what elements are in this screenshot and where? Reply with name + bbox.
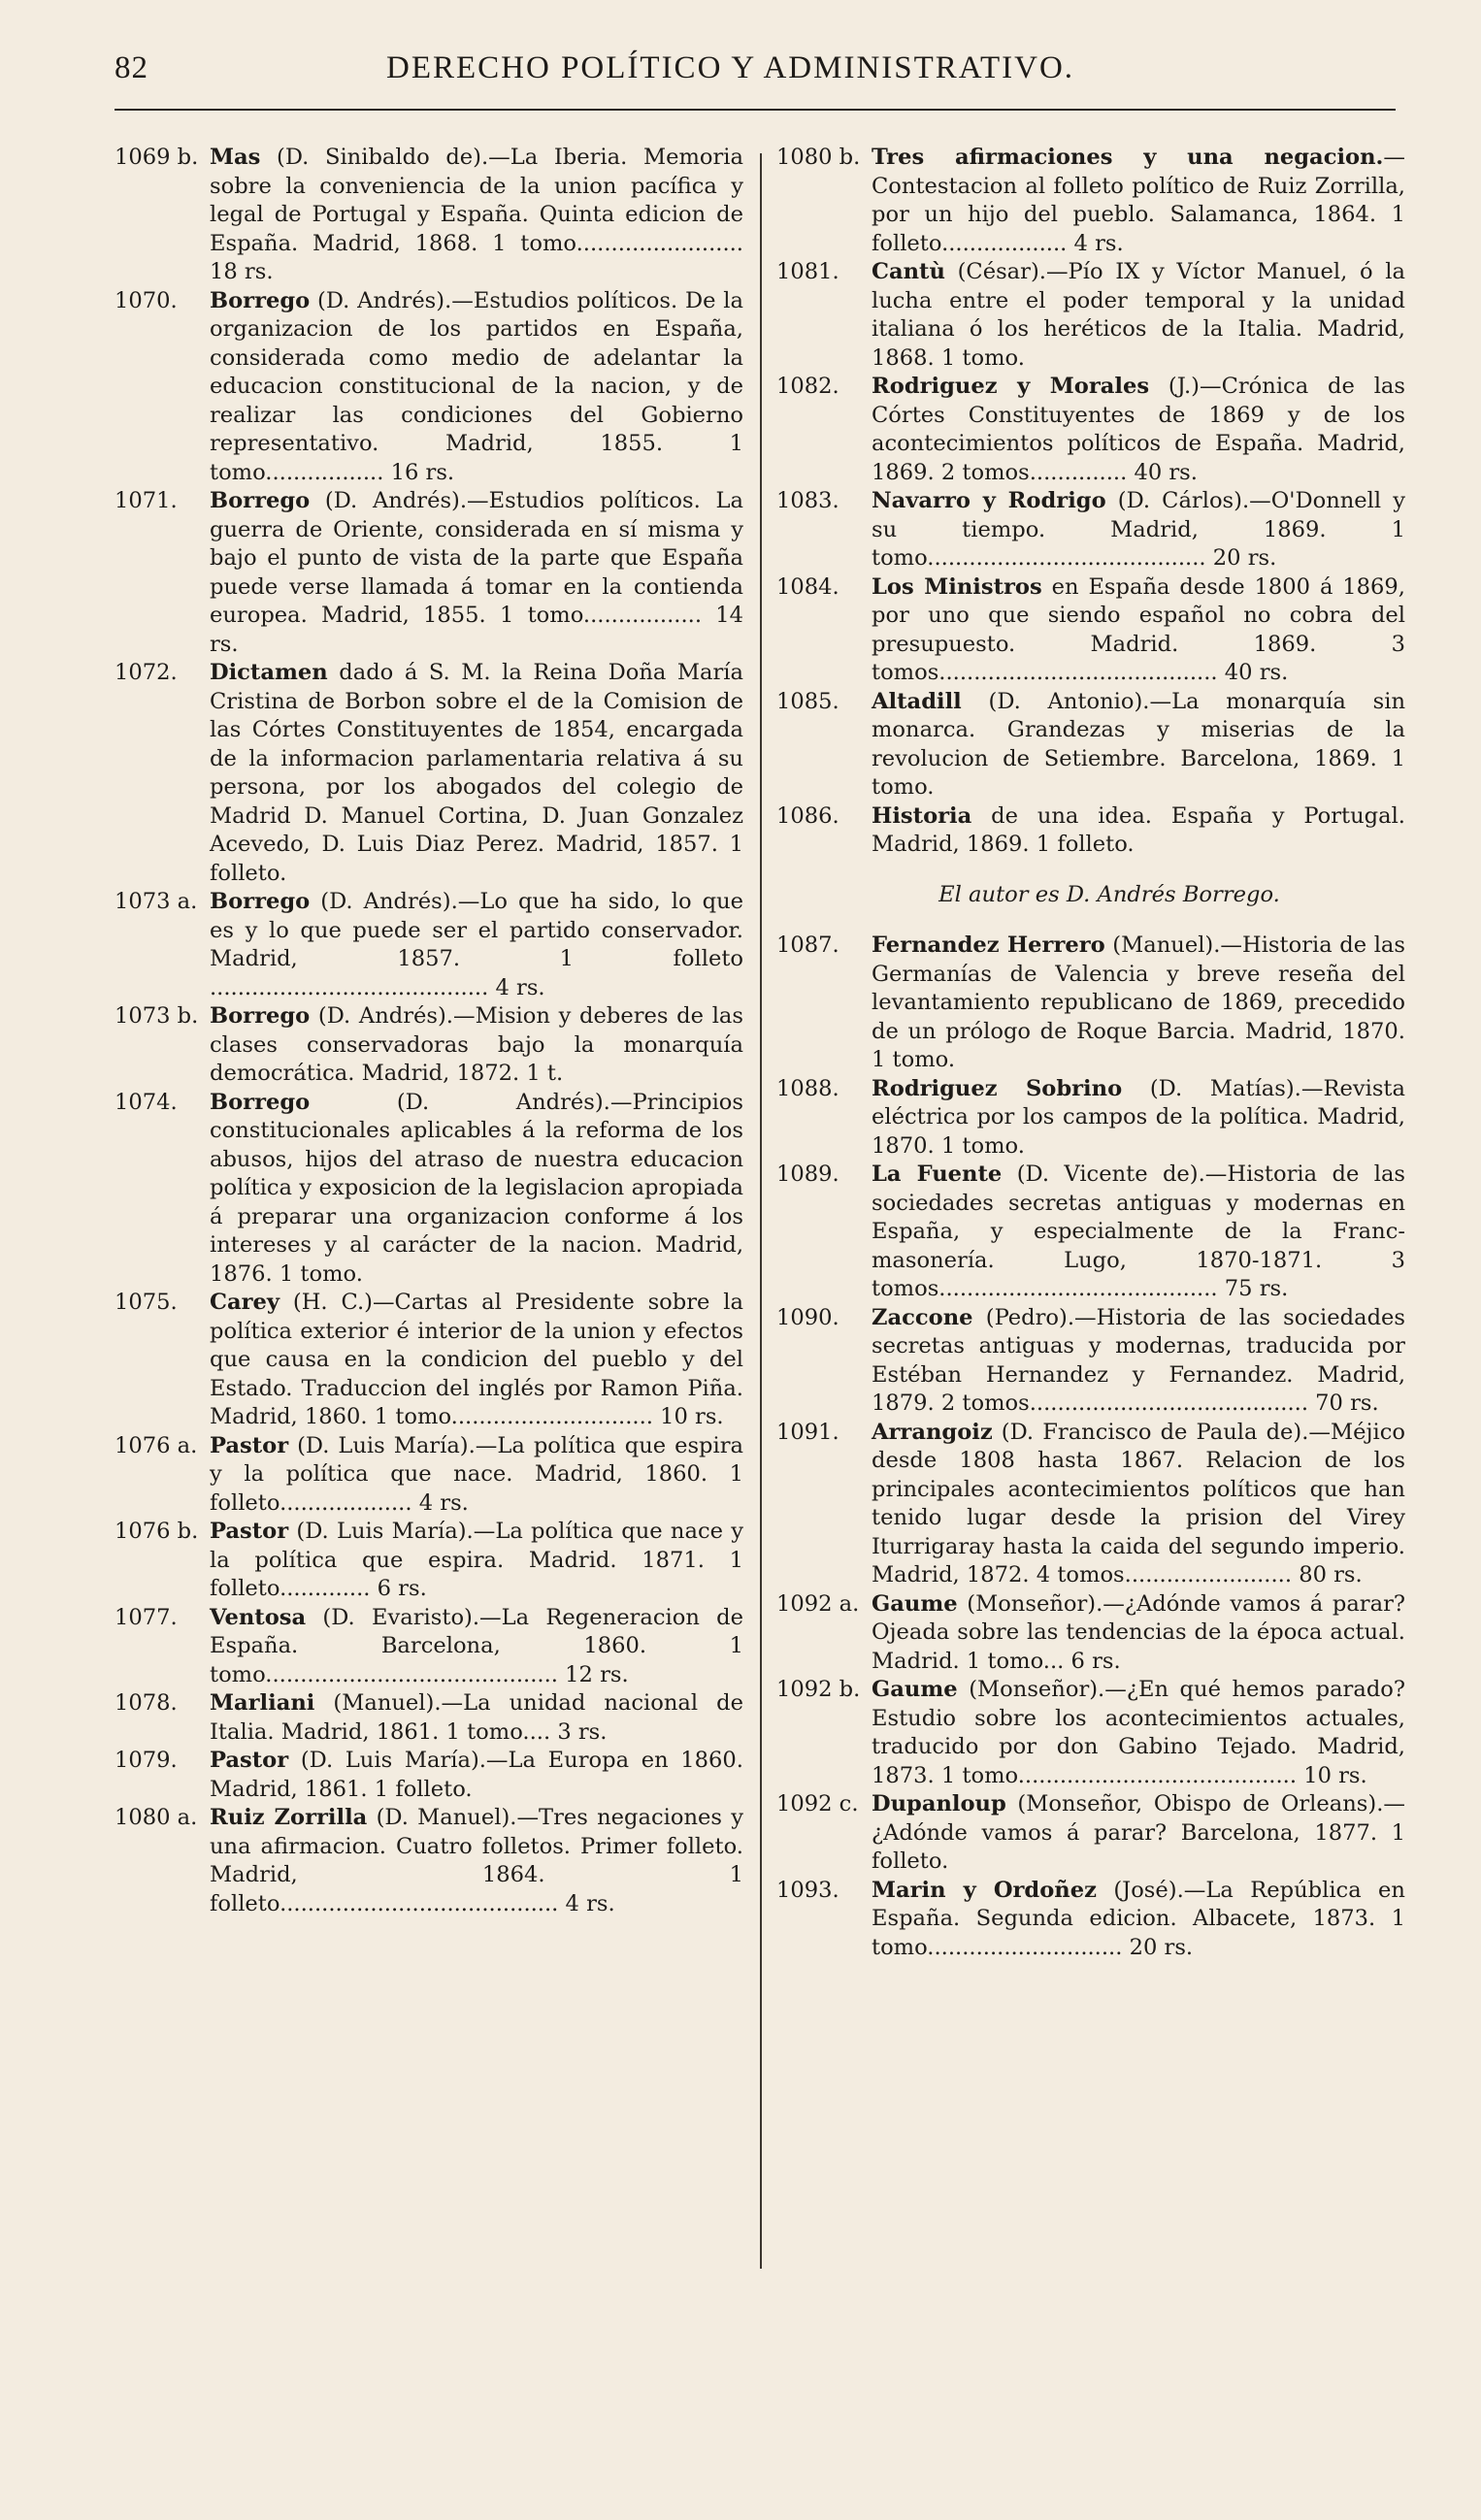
entry-text: (Manuel).—La unidad nacional de Italia. Madrid, 1861. 1 tomo.... 3 rs.	[210, 1690, 743, 1745]
column-divider	[760, 153, 762, 2269]
entry-text: (D. Evaristo).—La Regeneracion de España. Barcelona, 1860. 1 tomo.......................................... 12 rs.	[210, 1604, 743, 1687]
entry-number: 1086.	[776, 802, 839, 829]
entry-text: (D. Luis María).—La Europa en 1860. Madrid, 1861. 1 folleto.	[210, 1748, 743, 1802]
entry-number: 1084.	[776, 573, 839, 600]
entry-number: 1093.	[776, 1877, 839, 1903]
entry-text: (D. Francisco de Paula de).—Méjico desde 1808 hasta 1867. Relacion de los principales acontecimientos políticos que han tenido lugar desde la prision del Virey Iturrigaray hasta la caida del segundo imperio. Madrid, 1872. 4 tomos........................ 80 rs.	[872, 1419, 1405, 1588]
entry-author: Borrego	[210, 1089, 311, 1115]
entry-text: (D. Andrés).—Lo que ha sido, lo que es y lo que puede ser el partido conservador. Madrid, 1857. 1 folleto ........................................ 4 rs.	[210, 889, 743, 1000]
entry-author: Ruiz Zorrilla	[210, 1805, 368, 1830]
entry-author: Tres afirmaciones y una negacion.	[872, 145, 1384, 170]
running-title: DERECHO POLÍTICO Y ADMINISTRATIVO.	[386, 50, 1075, 85]
entry-number: 1069 b.	[115, 145, 199, 170]
entry-author: Navarro y Rodrigo	[872, 488, 1106, 513]
entry-number: 1073 a.	[115, 889, 198, 914]
entry-text: dado á S. M. la Reina Doña María Cristina de Borbon sobre el de la Comision de las Córtes Constituyentes de 1854, encargada de la informacion parlamentaria relativa á su persona, por los abogados del colegio de Madrid D. Manuel Cortina, D. Juan Gonzalez Acevedo, D. Luis Diaz Perez. Madrid, 1857. 1 folleto.	[210, 660, 743, 886]
entry-text: (Pedro).—Historia de las sociedades secretas antiguas y modernas, traducida por Estéban Hernandez y Fernandez. Madrid, 1879. 2 tomos........................................ 70 rs.	[872, 1304, 1405, 1417]
entry-text: (D. Matías).—Revista eléctrica por los campos de la política. Madrid, 1870. 1 tomo.	[872, 1075, 1405, 1159]
entry-text: (Monseñor, Obispo de Orleans).—¿Adónde vamos á parar? Barcelona, 1877. 1 folleto.	[872, 1791, 1405, 1875]
entry-number: 1089.	[776, 1162, 839, 1188]
entry-number: 1078.	[115, 1690, 178, 1716]
catalog-entry	[776, 258, 1405, 373]
page-number: 82	[115, 50, 148, 85]
entry-text: (Manuel).—Historia de las Germanías de Valencia y breve reseña del levantamiento republicano de 1869, precedido de un prólogo de Roque Barcia. Madrid, 1870. 1 tomo.	[872, 933, 1405, 1073]
catalog-entry	[776, 487, 1405, 573]
entry-author: La Fuente	[872, 1162, 1003, 1188]
entry-number: 1090.	[776, 1304, 839, 1330]
entry-author: Historia	[872, 802, 972, 829]
entry-author: Dupanloup	[872, 1791, 1006, 1817]
entry-author: Pastor	[210, 1748, 289, 1773]
entry-text: de una idea. España y Portugal. Madrid, 1869. 1 folleto.	[872, 802, 1405, 857]
right-column	[776, 144, 1405, 1962]
entry-author: Borrego	[210, 488, 311, 513]
entry-author: Borrego	[210, 889, 311, 914]
entry-text: (César).—Pío IX y Víctor Manuel, ó la lucha entre el poder temporal y la unidad italiana ó los heréticos de la Italia. Madrid, 1868. 1 tomo.	[872, 259, 1405, 371]
entry-author: Los Ministros	[872, 573, 1042, 600]
entry-number: 1080 a.	[115, 1805, 198, 1830]
entry-number: 1080 b.	[776, 145, 861, 170]
entry-text: (D. Andrés).—Estudios políticos. De la organizacion de los partidos en España, considerada como medio de adelantar la educacion constitucional de la nacion, y de realizar las condiciones del Gobierno representativo. Madrid, 1855. 1 tomo................. 16 rs.	[210, 287, 743, 485]
catalog-entry	[776, 802, 1405, 860]
entry-text: (D. Sinibaldo de).—La Iberia. Memoria sobre la conveniencia de la union pacífica y legal de Portugal y España. Quinta edicion de España. Madrid, 1868. 1 tomo........................ 18 rs.	[210, 145, 743, 284]
entry-text: — Contestacion al folleto político de Ruiz Zorrilla, por un hijo del pueblo. Salamanca, 1864. 1 folleto.................. 4 rs.	[872, 145, 1405, 256]
catalog-entry	[776, 573, 1405, 688]
entry-author: Mas	[210, 145, 261, 170]
entry-number: 1070.	[115, 287, 178, 313]
entry-text: (D. Andrés).—Estudios políticos. La guerra de Oriente, considerada en sí misma y bajo el punto de vista de la parte que España puede verse llamada á tomar en la contienda europea. Madrid, 1855. 1 tomo................. 14 rs.	[210, 488, 743, 657]
entry-number: 1088.	[776, 1075, 839, 1101]
entry-author: Marin y Ordoñez	[872, 1877, 1097, 1903]
entry-number: 1087.	[776, 933, 839, 959]
entry-text: (D. Manuel).—Tres negaciones y una afirmacion. Cuatro folletos. Primer folleto. Madrid, 1864. 1 folleto........................................ 4 rs.	[210, 1805, 743, 1916]
left-column	[115, 144, 743, 1918]
catalog-entry	[776, 1161, 1405, 1304]
entry-author: Zaccone	[872, 1304, 973, 1330]
catalog-entry	[115, 487, 743, 659]
entry-text: (D. Antonio).—La monarquía sin monarca. Grandezas y miserias de la revolucion de Setiembre. Barcelona, 1869. 1 tomo.	[872, 688, 1405, 800]
entry-author: Pastor	[210, 1432, 289, 1458]
entry-number: 1076 a.	[115, 1432, 198, 1458]
entry-text: (Monseñor).—¿Adónde vamos á parar? Ojeada sobre las tendencias de la época actual. Madrid. 1 tomo... 6 rs.	[872, 1590, 1405, 1674]
catalog-entry	[115, 1604, 743, 1690]
catalog-entry	[776, 1304, 1405, 1419]
entry-author: Rodriguez Sobrino	[872, 1075, 1123, 1101]
entry-number: 1077.	[115, 1604, 178, 1630]
entry-author: Gaume	[872, 1590, 958, 1617]
catalog-entry	[115, 1002, 743, 1089]
entry-text: en España desde 1800 á 1869, por uno que siendo español no cobra del presupuesto. Madrid. 1869. 3 tomos........................................ 40 rs.	[872, 573, 1405, 685]
entry-author: Dictamen	[210, 660, 328, 685]
entry-number: 1092 c.	[776, 1791, 859, 1817]
entry-number: 1083.	[776, 488, 839, 513]
catalog-entry	[115, 287, 743, 488]
catalog-entry	[776, 688, 1405, 802]
page-header	[115, 50, 1396, 95]
entry-number: 1071.	[115, 488, 178, 513]
entry-text: (D. Vicente de).—Historia de las sociedades secretas antiguas y modernas en España, y especialmente de la Franc-masonería. Lugo, 1870-1871. 3 tomos........................................ 75 rs.	[872, 1162, 1406, 1302]
catalog-entry	[776, 1075, 1405, 1162]
entry-text: (J.)—Crónica de las Córtes Constituyentes de 1869 y de los acontecimientos políticos de España. Madrid, 1869. 2 tomos.............. 40 rs.	[872, 374, 1405, 485]
entry-number: 1079.	[115, 1748, 178, 1773]
entry-text: (D. Luis María).—La política que nace y la política que espira. Madrid. 1871. 1 folleto............. 6 rs.	[210, 1519, 743, 1601]
entry-author: Pastor	[210, 1519, 289, 1544]
catalog-entry	[776, 1877, 1405, 1963]
catalog-entry	[776, 1676, 1405, 1790]
entry-number: 1073 b.	[115, 1003, 199, 1029]
entry-author: Marliani	[210, 1690, 315, 1716]
catalog-entry	[776, 932, 1405, 1075]
entry-author: Ventosa	[210, 1604, 307, 1630]
entry-author: Rodriguez y Morales	[872, 374, 1150, 399]
catalog-entry	[115, 1689, 743, 1747]
entry-text: (Monseñor).—¿En qué hemos parado? Estudio sobre los acontecimientos actuales, traducido por don Gabino Tejado. Madrid, 1873. 1 tomo........................................ 10 rs.	[872, 1677, 1405, 1788]
catalog-entry	[776, 144, 1405, 258]
catalog-entry	[776, 1590, 1405, 1677]
entry-number: 1076 b.	[115, 1519, 199, 1544]
entry-text: (José).—La República en España. Segunda edicion. Albacete, 1873. 1 tomo............................ 20 rs.	[872, 1877, 1405, 1960]
catalog-entry	[115, 1289, 743, 1432]
entry-author: Cantù	[872, 259, 945, 284]
entry-author: Borrego	[210, 1003, 311, 1029]
entry-number: 1085.	[776, 688, 839, 714]
catalog-entry	[115, 1804, 743, 1918]
entry-note: El autor es D. Andrés Borrego.	[938, 882, 1280, 908]
entry-text: (D. Cárlos).—O'Donnell y su tiempo. Madrid, 1869. 1 tomo........................................ 20 rs.	[872, 488, 1405, 571]
entry-text: (D. Luis María).—La política que espira y la política que nace. Madrid, 1860. 1 folleto................... 4 rs.	[210, 1432, 743, 1516]
catalog-entry	[115, 1432, 743, 1519]
entry-number: 1092 b.	[776, 1677, 861, 1703]
catalog-entry	[115, 144, 743, 287]
entry-number: 1091.	[776, 1419, 839, 1445]
entry-author: Altadill	[872, 688, 962, 714]
entry-number: 1074.	[115, 1089, 178, 1115]
catalog-entry	[115, 1089, 743, 1290]
catalog-entry	[115, 1518, 743, 1604]
entry-text: (D. Andrés).—Mision y deberes de las clases conservadoras bajo la monarquía democrática. Madrid, 1872. 1 t.	[210, 1003, 743, 1086]
catalog-entry	[776, 1419, 1405, 1590]
entry-number: 1082.	[776, 374, 839, 399]
entry-author: Borrego	[210, 287, 311, 313]
header-rule	[115, 109, 1396, 111]
catalog-entry	[776, 1790, 1405, 1877]
entry-author: Arrangoiz	[872, 1419, 993, 1445]
catalog-entry	[115, 1747, 743, 1804]
entry-number: 1092 a.	[776, 1590, 860, 1617]
entry-author: Carey	[210, 1290, 280, 1315]
catalog-entry	[115, 888, 743, 1002]
catalog-entry	[115, 659, 743, 888]
entry-text: (D. Andrés).—Principios constitucionales aplicables á la reforma de los abusos, hijos del atraso de nuestra educacion política y exposicion de la legislacion apropiada á preparar una organizacion conforme á los intereses y al carácter de la nacion. Madrid, 1876. 1 tomo.	[210, 1089, 743, 1287]
entry-author: Gaume	[872, 1677, 958, 1703]
entry-number: 1075.	[115, 1290, 178, 1315]
catalog-entry	[776, 373, 1405, 487]
entry-author: Fernandez Herrero	[872, 933, 1105, 959]
entry-text: (H. C.)—Cartas al Presidente sobre la política exterior é interior de la union y efectos que causa en la condicion del pueblo y del Estado. Traduccion del inglés por Ramon Piña. Madrid, 1860. 1 tomo............................. 10 rs.	[210, 1290, 743, 1429]
entry-number: 1081.	[776, 259, 839, 284]
entry-number: 1072.	[115, 660, 178, 685]
